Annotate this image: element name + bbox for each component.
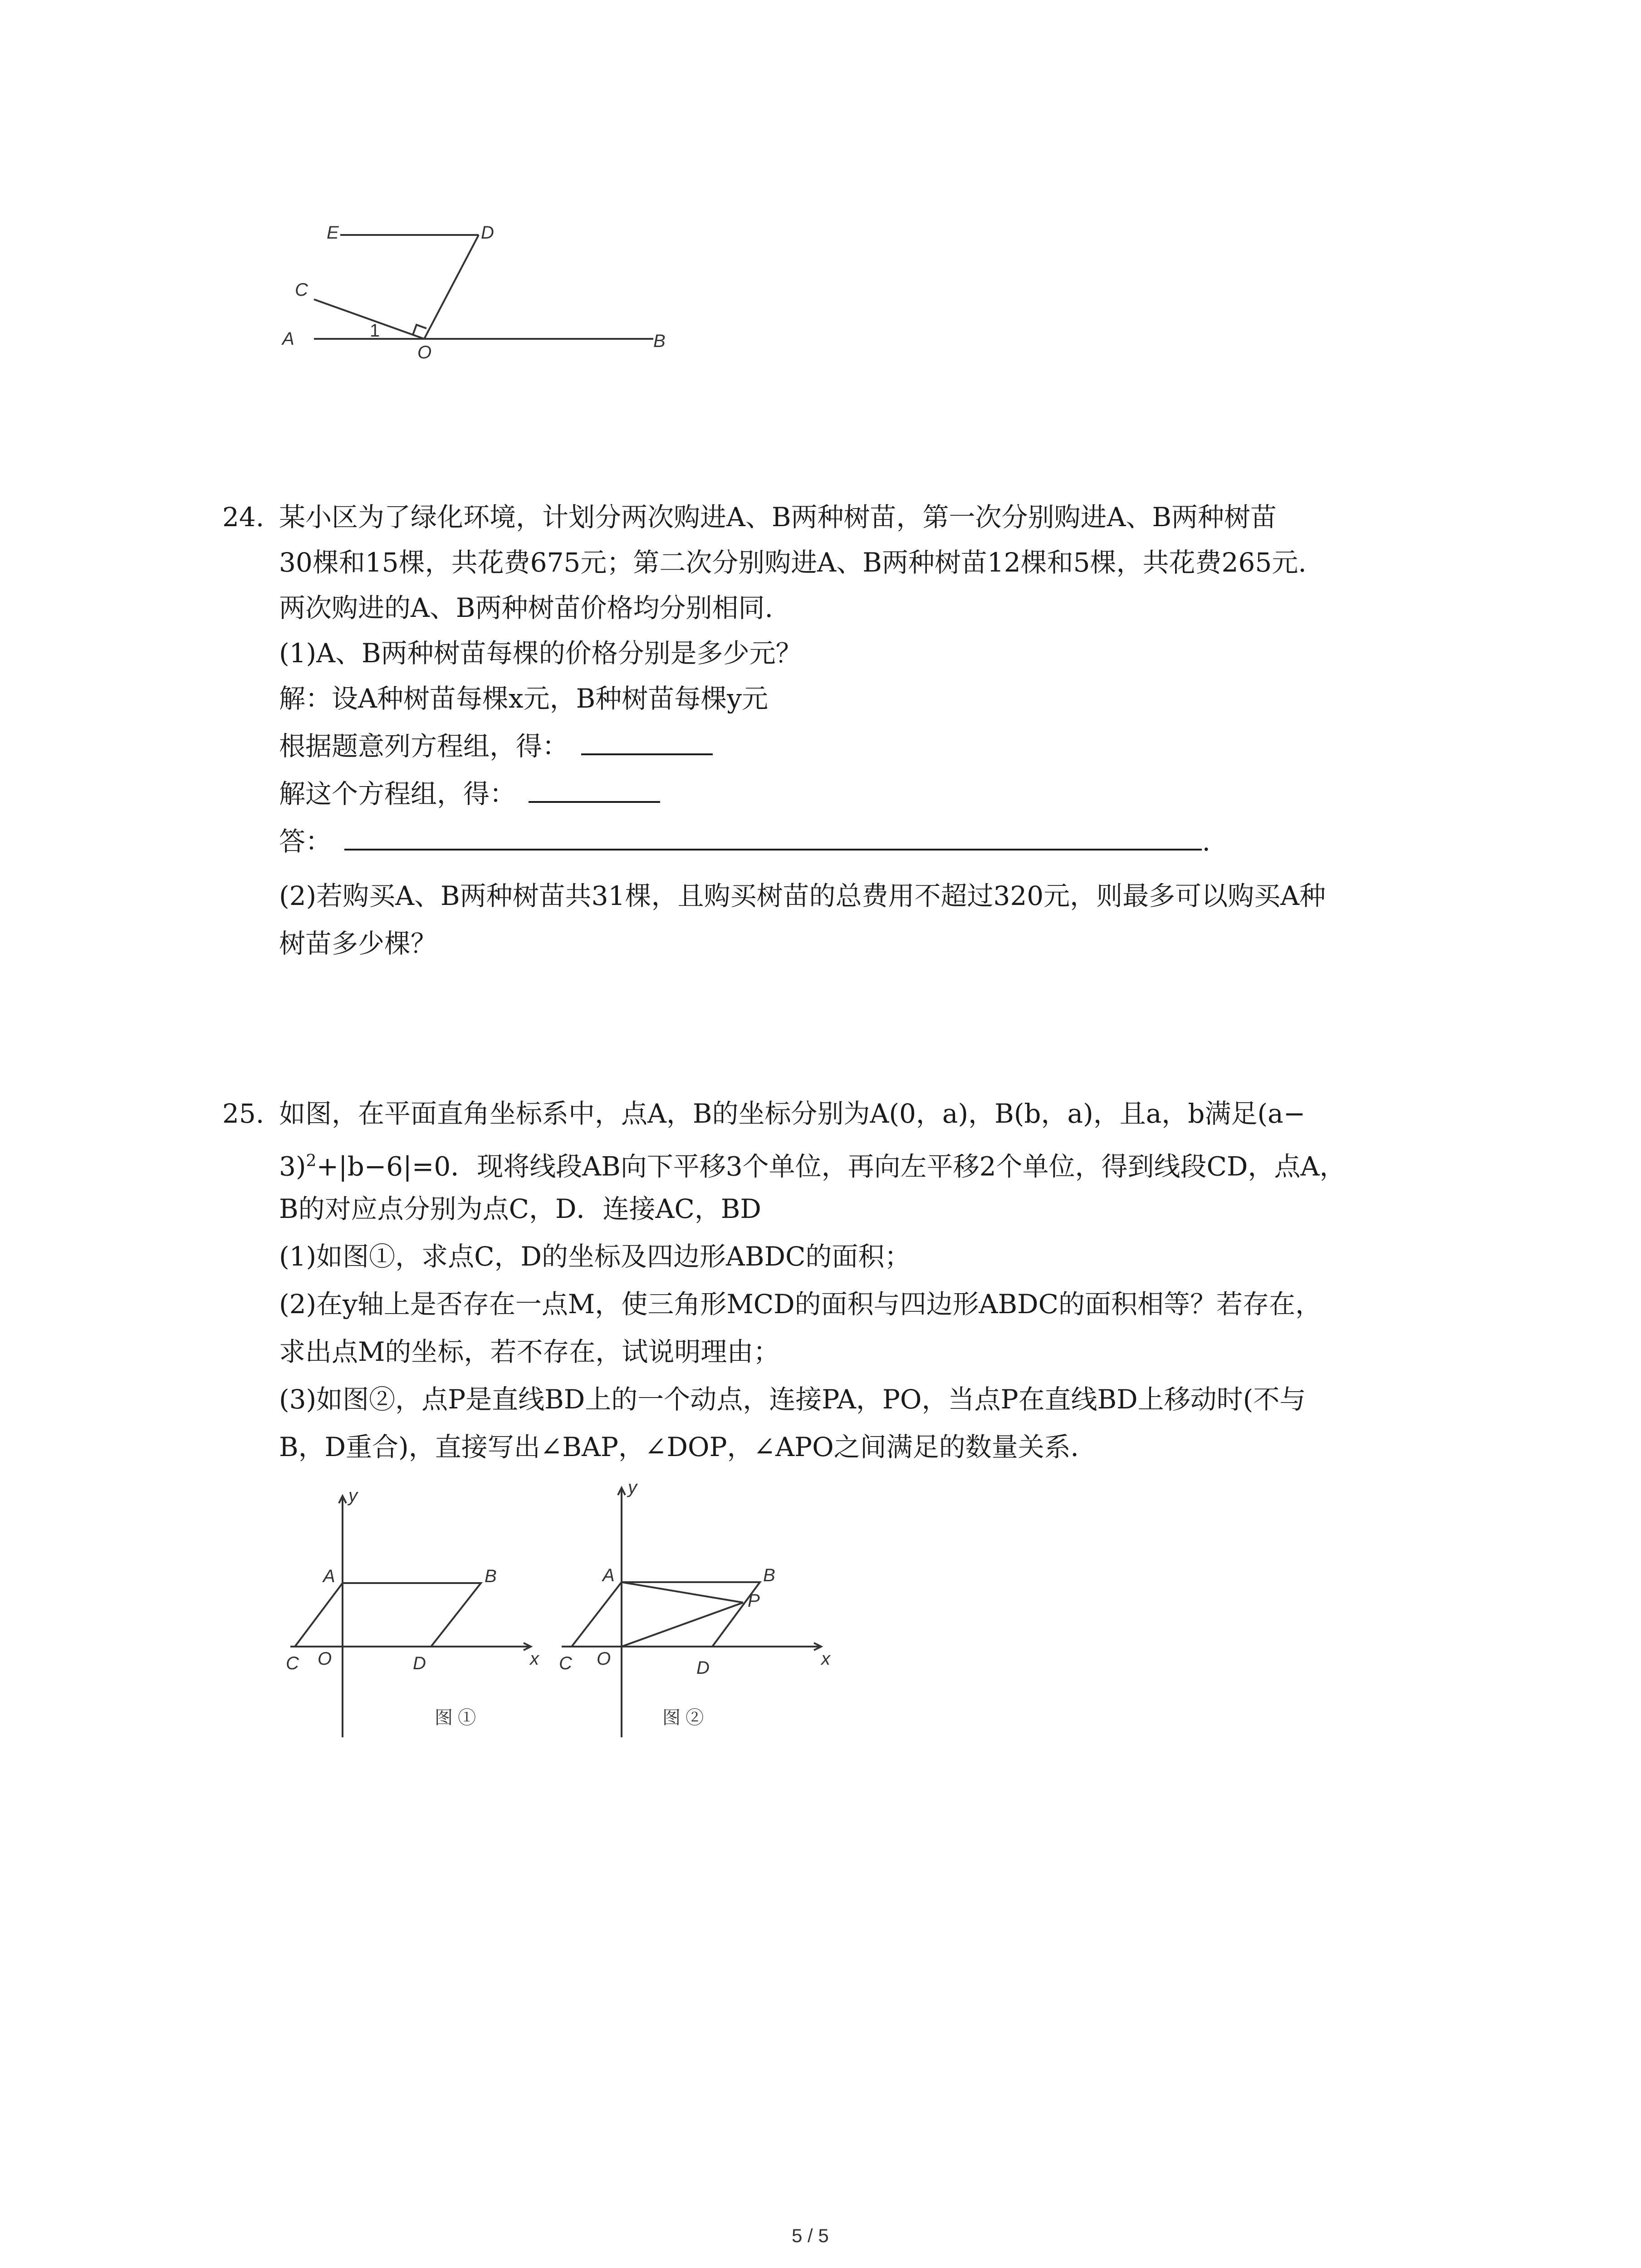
- label-angle-1: 1: [370, 321, 380, 341]
- q24-solution-prompt: 解这个方程组，得：: [279, 778, 516, 809]
- q24-answer-row: [279, 816, 1210, 866]
- label-a: A: [282, 329, 294, 349]
- q24-answer-prompt: 答：: [279, 826, 332, 857]
- q24-equation-row: [279, 721, 713, 771]
- page-number: 5 / 5: [792, 2225, 829, 2246]
- fig1-label-c: C: [286, 1653, 299, 1673]
- q25-part2-line-1: (2)在y轴上是否存在一点M，使三角形MCD的面积与四边形ABDC的面积相等？若存在，: [279, 1289, 1322, 1320]
- fig2-segment-pa: [622, 1582, 743, 1603]
- fig2-caption: 图 ②: [662, 1708, 704, 1728]
- line-co: [314, 299, 424, 339]
- coordinate-figure-2: [554, 1474, 844, 1746]
- fig1-label-b: B: [485, 1566, 497, 1586]
- fig1-label-y: y: [348, 1486, 358, 1505]
- q25-part1: (1)如图①，求点C，D的坐标及四边形ABDC的面积；: [279, 1241, 911, 1272]
- q24-answer-end: .: [1202, 826, 1210, 857]
- q24-stem-line-1: 某小区为了绿化环境，计划分两次购进A、B两种树苗，第一次分别购进A、B两种树苗: [279, 502, 1277, 533]
- fig1-caption: 图 ①: [435, 1708, 476, 1728]
- q25-part2-line-2: 求出点M的坐标，若不存在，试说明理由；: [279, 1336, 780, 1367]
- fig2-parallelogram-abdc: [572, 1582, 760, 1647]
- fig2-label-d: D: [696, 1658, 710, 1678]
- question-24-number: 24.: [222, 502, 265, 533]
- fig1-parallelogram-abdc: [295, 1583, 481, 1647]
- fig1-label-d: D: [413, 1653, 426, 1673]
- label-e: E: [327, 223, 339, 243]
- equation-answer-blank[interactable]: [581, 722, 713, 755]
- fig2-label-o: O: [597, 1649, 611, 1669]
- q24-equation-prompt: 根据题意列方程组，得：: [279, 731, 569, 762]
- q24-solution-row: [279, 769, 660, 819]
- fig2-segment-po: [622, 1603, 743, 1647]
- geometry-figure-top: [272, 209, 690, 372]
- label-c: C: [295, 280, 308, 300]
- q25-part3-line-1: (3)如图②，点P是直线BD上的一个动点，连接PA，PO，当点P在直线BD上移动时(不与: [279, 1384, 1306, 1415]
- q25-line-2-post: +|b−6|=0．现将线段AB向下平移3个单位，再向左平移2个单位，得到线段CD，点A，: [316, 1151, 1346, 1182]
- fig2-label-x: x: [821, 1649, 830, 1669]
- q25-line-3: B的对应点分别为点C，D．连接AC，BD: [279, 1193, 761, 1224]
- fig2-label-b: B: [763, 1565, 775, 1585]
- question-25-number: 25.: [222, 1098, 265, 1129]
- fig1-label-o: O: [318, 1649, 332, 1669]
- label-b: B: [653, 331, 666, 351]
- q24-stem-line-2: 30棵和15棵，共花费675元；第二次分别购进A、B两种树苗12棵和5棵，共花费265元.: [279, 547, 1307, 578]
- q24-stem-line-3: 两次购进的A、B两种树苗价格均分别相同.: [279, 592, 773, 623]
- fig2-label-p: P: [748, 1591, 760, 1611]
- q25-line-1: 如图，在平面直角坐标系中，点A，B的坐标分别为A(0，a)，B(b，a)，且a，b满足(a−: [279, 1098, 1306, 1129]
- label-o: O: [417, 342, 432, 362]
- final-answer-blank[interactable]: [344, 817, 1202, 850]
- q24-part1: (1)A、B两种树苗每棵的价格分别是多少元？: [279, 638, 802, 669]
- line-od: [424, 235, 479, 339]
- fig1-label-x: x: [530, 1649, 539, 1669]
- q24-part2-line-1: (2)若购买A、B两种树苗共31棵，且购买树苗的总费用不超过320元，则最多可以购买A种: [279, 880, 1326, 911]
- q24-part2-line-2: 树苗多少棵？: [279, 928, 437, 959]
- fig2-label-y: y: [628, 1477, 637, 1497]
- fig2-label-a: A: [603, 1565, 615, 1585]
- q24-solve-intro: 解：设A种树苗每棵x元，B种树苗每棵y元: [279, 683, 768, 714]
- label-d: D: [481, 223, 494, 243]
- solution-answer-blank[interactable]: [529, 769, 660, 803]
- coordinate-figure-1: [281, 1483, 554, 1746]
- q25-line-2-pre: 3): [279, 1151, 306, 1182]
- q25-part3-line-2: B，D重合)，直接写出∠BAP，∠DOP，∠APO之间满足的数量关系．: [279, 1432, 1097, 1462]
- fig2-label-c: C: [559, 1653, 572, 1673]
- right-angle-mark: [413, 325, 426, 335]
- q25-line-2: [279, 1136, 1346, 1191]
- fig1-label-a: A: [323, 1566, 335, 1586]
- q25-exponent: 2: [306, 1152, 317, 1170]
